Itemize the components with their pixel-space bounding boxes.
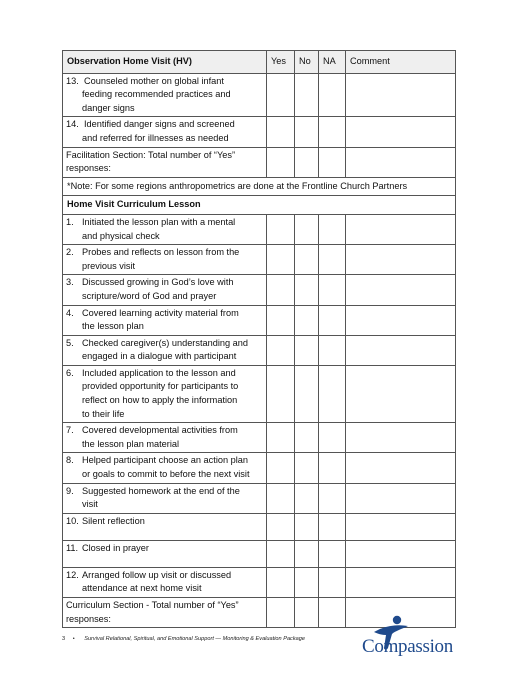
compassion-logo (362, 614, 466, 660)
item-number: 4. (66, 307, 74, 318)
item-number: 8. (66, 455, 74, 466)
item-text: Checked caregiver(s) understanding and (82, 337, 248, 348)
item-text: Counseled mother on global infant (84, 75, 224, 86)
table-row (63, 567, 456, 597)
yes-cell[interactable] (267, 73, 295, 117)
no-cell[interactable] (295, 423, 319, 453)
item-text-continued: reflect on how to apply the information (82, 395, 238, 406)
yes-cell[interactable] (267, 365, 295, 422)
yes-cell[interactable] (267, 335, 295, 365)
item-text-continued: provided opportunity for participants to (82, 381, 239, 392)
item-text-cell (63, 245, 267, 275)
no-cell[interactable] (295, 513, 319, 540)
item-number: 11. (66, 542, 79, 553)
facilitation-na-cell[interactable] (319, 147, 346, 177)
curriculum-title: Home Visit Curriculum Lesson (63, 196, 456, 215)
item-text-continued: attendance at next home visit (82, 583, 202, 594)
hv-rows (63, 73, 456, 147)
na-cell[interactable] (319, 117, 346, 147)
item-number: 7. (66, 425, 74, 436)
item-number: 6. (66, 367, 74, 378)
no-cell[interactable] (295, 453, 319, 483)
item-text: Arranged follow up visit or discussed (82, 569, 232, 580)
item-text-cell (63, 365, 267, 422)
comment-cell[interactable] (346, 513, 456, 540)
item-text-continued: the lesson plan (82, 321, 144, 332)
item-text-continued: feeding recommended practices and (82, 89, 231, 100)
comment-cell[interactable] (346, 117, 456, 147)
table-row (63, 117, 456, 147)
comment-cell[interactable] (346, 305, 456, 335)
comment-cell[interactable] (346, 73, 456, 117)
no-cell[interactable] (295, 365, 319, 422)
table-row (63, 275, 456, 305)
yes-cell[interactable] (267, 245, 295, 275)
item-text-cell (63, 513, 267, 540)
item-text: Silent reflection (82, 515, 145, 526)
no-column-header: No (295, 51, 319, 74)
logo-wordmark: Compassion (362, 636, 453, 657)
no-cell[interactable] (295, 117, 319, 147)
item-text-continued: engaged in a dialogue with participant (82, 351, 237, 362)
comment-cell[interactable] (346, 540, 456, 567)
observation-table (62, 50, 456, 628)
item-text: Included application to the lesson and (82, 367, 236, 378)
item-text-continued: and referred for illnesses as needed (82, 132, 229, 143)
item-text-cell (63, 335, 267, 365)
curriculum-na-cell[interactable] (319, 598, 346, 628)
table-row (63, 245, 456, 275)
item-text: Suggested homework at the end of the (82, 485, 240, 496)
na-cell[interactable] (319, 245, 346, 275)
na-cell[interactable] (319, 567, 346, 597)
item-text-continued: or goals to commit to before the next visit (82, 469, 250, 480)
yes-cell[interactable] (267, 453, 295, 483)
item-text-cell (63, 567, 267, 597)
yes-cell[interactable] (267, 540, 295, 567)
table-row (63, 453, 456, 483)
item-text-cell (63, 423, 267, 453)
item-text-cell (63, 117, 267, 147)
item-text: Closed in prayer (82, 542, 149, 553)
comment-cell[interactable] (346, 453, 456, 483)
footer-title: Survival Relational, Spiritual, and Emotional Support — Monitoring & Evaluation Package (84, 636, 305, 642)
no-cell[interactable] (295, 245, 319, 275)
section-title: Observation Home Visit (HV) (63, 51, 267, 74)
na-cell[interactable] (319, 423, 346, 453)
item-number: 2. (66, 247, 74, 258)
na-cell[interactable] (319, 483, 346, 513)
table-row (63, 335, 456, 365)
na-cell[interactable] (319, 275, 346, 305)
item-number: 9. (66, 485, 74, 496)
no-cell[interactable] (295, 335, 319, 365)
no-cell[interactable] (295, 540, 319, 567)
yes-cell[interactable] (267, 567, 295, 597)
note-row (63, 177, 456, 196)
na-cell[interactable] (319, 513, 346, 540)
no-cell[interactable] (295, 483, 319, 513)
item-text-continued: scripture/word of God and prayer (82, 290, 217, 301)
comment-cell[interactable] (346, 214, 456, 244)
facilitation-total-label: Facilitation Section: Total number of “Yes” responses: (63, 147, 267, 177)
yes-cell[interactable] (267, 275, 295, 305)
item-number: 12. (66, 569, 79, 580)
table-row (63, 483, 456, 513)
na-cell[interactable] (319, 214, 346, 244)
evaluation-form (62, 50, 455, 628)
comment-cell[interactable] (346, 335, 456, 365)
comment-cell[interactable] (346, 275, 456, 305)
item-text-cell (63, 540, 267, 567)
item-text: Covered developmental activities from (82, 425, 238, 436)
comment-cell[interactable] (346, 423, 456, 453)
facilitation-yes-cell[interactable] (267, 147, 295, 177)
yes-cell[interactable] (267, 483, 295, 513)
curriculum-no-cell[interactable] (295, 598, 319, 628)
curriculum-title-row (63, 196, 456, 215)
yes-cell[interactable] (267, 117, 295, 147)
item-text-cell (63, 453, 267, 483)
item-text: Covered learning activity material from (82, 307, 239, 318)
comment-column-header: Comment (346, 51, 456, 74)
item-text-continued: visit (82, 499, 98, 510)
curriculum-rows (63, 214, 456, 597)
curriculum-yes-cell[interactable] (267, 598, 295, 628)
item-text-cell (63, 73, 267, 117)
table-row (63, 365, 456, 422)
yes-cell[interactable] (267, 214, 295, 244)
item-text-continued: the lesson plan material (82, 438, 180, 449)
page-number: 3 (62, 636, 66, 642)
na-cell[interactable] (319, 335, 346, 365)
no-cell[interactable] (295, 567, 319, 597)
table-row (63, 513, 456, 540)
table-row (63, 540, 456, 567)
table-row (63, 73, 456, 117)
facilitation-comment-cell[interactable] (346, 147, 456, 177)
page-footer (62, 636, 305, 642)
item-number: 3. (66, 277, 74, 288)
item-text-cell (63, 305, 267, 335)
na-column-header: NA (319, 51, 346, 74)
table-row (63, 423, 456, 453)
item-number: 10. (66, 515, 79, 526)
item-text-continued: danger signs (82, 102, 135, 113)
item-text: Identified danger signs and screened (84, 119, 235, 130)
item-text: Discussed growing in God’s love with (82, 277, 234, 288)
curriculum-total-label: Curriculum Section - Total number of “Yes” responses: (63, 598, 267, 628)
yes-cell[interactable] (267, 423, 295, 453)
na-cell[interactable] (319, 365, 346, 422)
item-text-continued: and physical check (82, 230, 160, 241)
facilitation-total-row (63, 147, 456, 177)
header-row (63, 51, 456, 74)
facilitation-total-block (63, 147, 456, 214)
table-row (63, 305, 456, 335)
item-text-continued: to their life (82, 408, 125, 419)
note-text: *Note: For some regions anthropometrics are done at the Frontline Church Partners (63, 177, 456, 196)
no-cell[interactable] (295, 214, 319, 244)
item-number: 14. (66, 119, 79, 130)
yes-cell[interactable] (267, 305, 295, 335)
item-number: 13. (66, 75, 79, 86)
item-text-cell (63, 275, 267, 305)
na-cell[interactable] (319, 540, 346, 567)
item-text: Probes and reflects on lesson from the (82, 247, 240, 258)
no-cell[interactable] (295, 305, 319, 335)
na-cell[interactable] (319, 73, 346, 117)
item-text: Helped participant choose an action plan (82, 455, 248, 466)
no-cell[interactable] (295, 73, 319, 117)
table-row (63, 214, 456, 244)
yes-column-header: Yes (267, 51, 295, 74)
item-number: 5. (66, 337, 74, 348)
comment-cell[interactable] (346, 365, 456, 422)
item-number: 1. (66, 216, 74, 227)
na-cell[interactable] (319, 305, 346, 335)
yes-cell[interactable] (267, 513, 295, 540)
item-text-cell (63, 214, 267, 244)
item-text-cell (63, 483, 267, 513)
no-cell[interactable] (295, 275, 319, 305)
comment-cell[interactable] (346, 245, 456, 275)
item-text-continued: previous visit (82, 260, 136, 271)
comment-cell[interactable] (346, 567, 456, 597)
na-cell[interactable] (319, 453, 346, 483)
comment-cell[interactable] (346, 483, 456, 513)
item-text: Initiated the lesson plan with a mental (82, 216, 236, 227)
facilitation-no-cell[interactable] (295, 147, 319, 177)
footer-bullet: • (72, 636, 75, 642)
